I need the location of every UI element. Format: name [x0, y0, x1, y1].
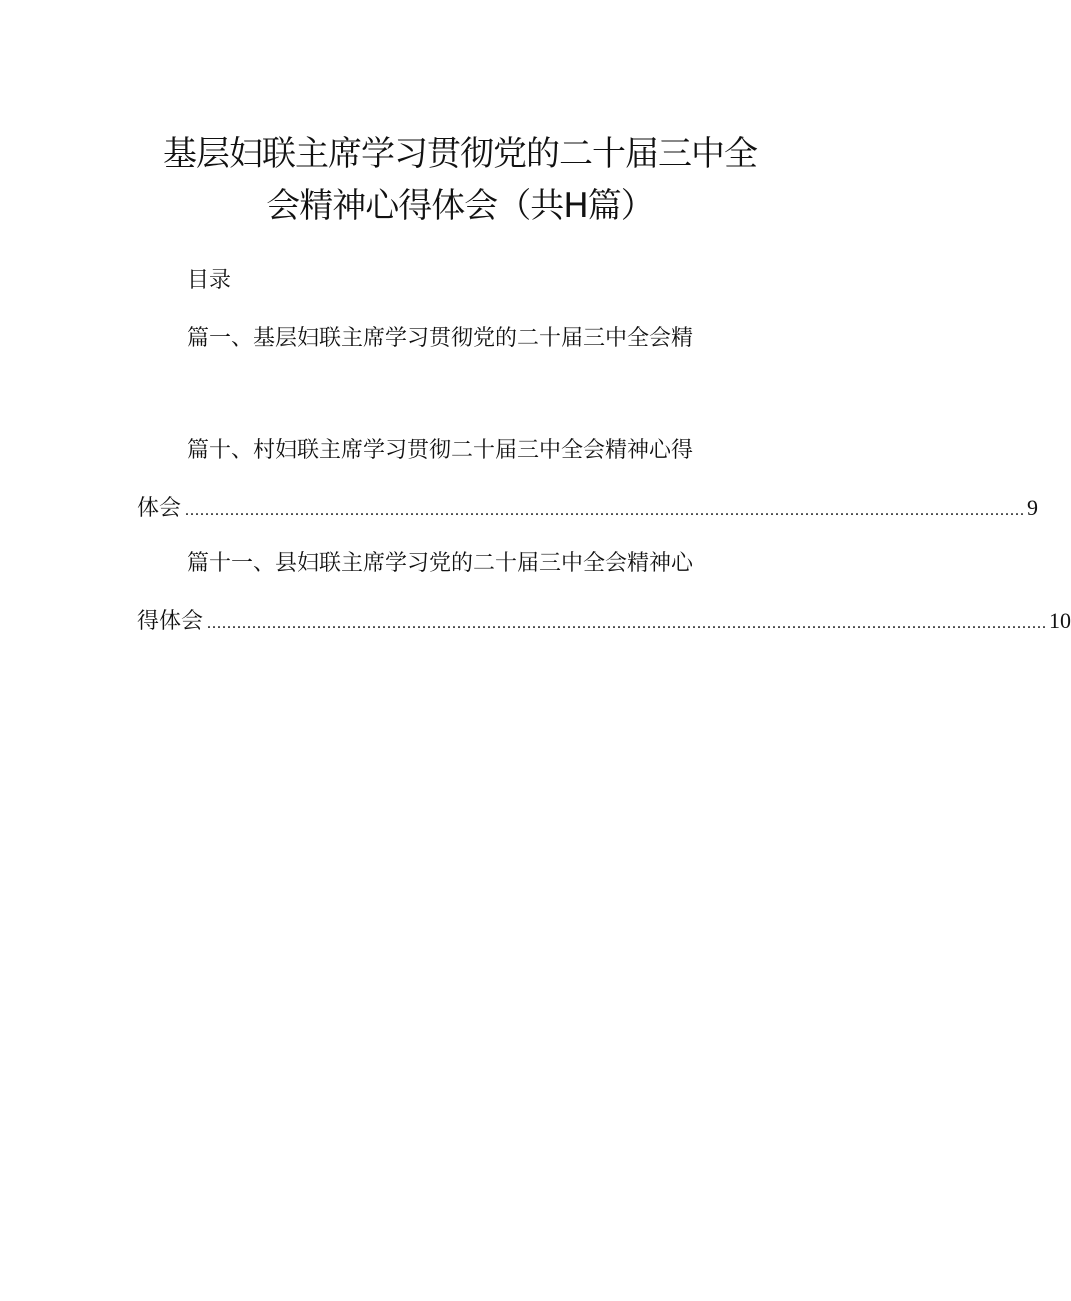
toc-entry-2-page-number: 9 — [1027, 495, 1039, 520]
document-title-line-2: 会精神心得体会（共H篇） — [266, 186, 654, 226]
toc-entry-1[interactable]: 篇一、基层妇联主席学习贯彻党的二十届三中全会精 — [187, 326, 694, 351]
toc-dot-leader: ........................................................................................................................................................................ — [185, 502, 1026, 519]
toc-entry-3-text-end: 得体会 — [137, 609, 204, 634]
toc-dot-leader: ........................................................................................................................................................................ — [207, 615, 1048, 632]
toc-entry-3-continuation[interactable] — [137, 606, 1071, 639]
toc-heading: 目录 — [187, 268, 232, 293]
toc-entry-2-continuation[interactable] — [137, 493, 1039, 526]
document-title-line-1: 基层妇联主席学习贯彻党的二十届三中全 — [163, 134, 757, 174]
toc-entry-2-text-end: 体会 — [137, 496, 182, 521]
toc-entry-3-page-number: 10 — [1049, 608, 1071, 633]
toc-entry-2[interactable]: 篇十、村妇联主席学习贯彻二十届三中全会精神心得 — [187, 438, 694, 463]
toc-entry-3[interactable]: 篇十一、县妇联主席学习党的二十届三中全会精神心 — [187, 551, 694, 576]
